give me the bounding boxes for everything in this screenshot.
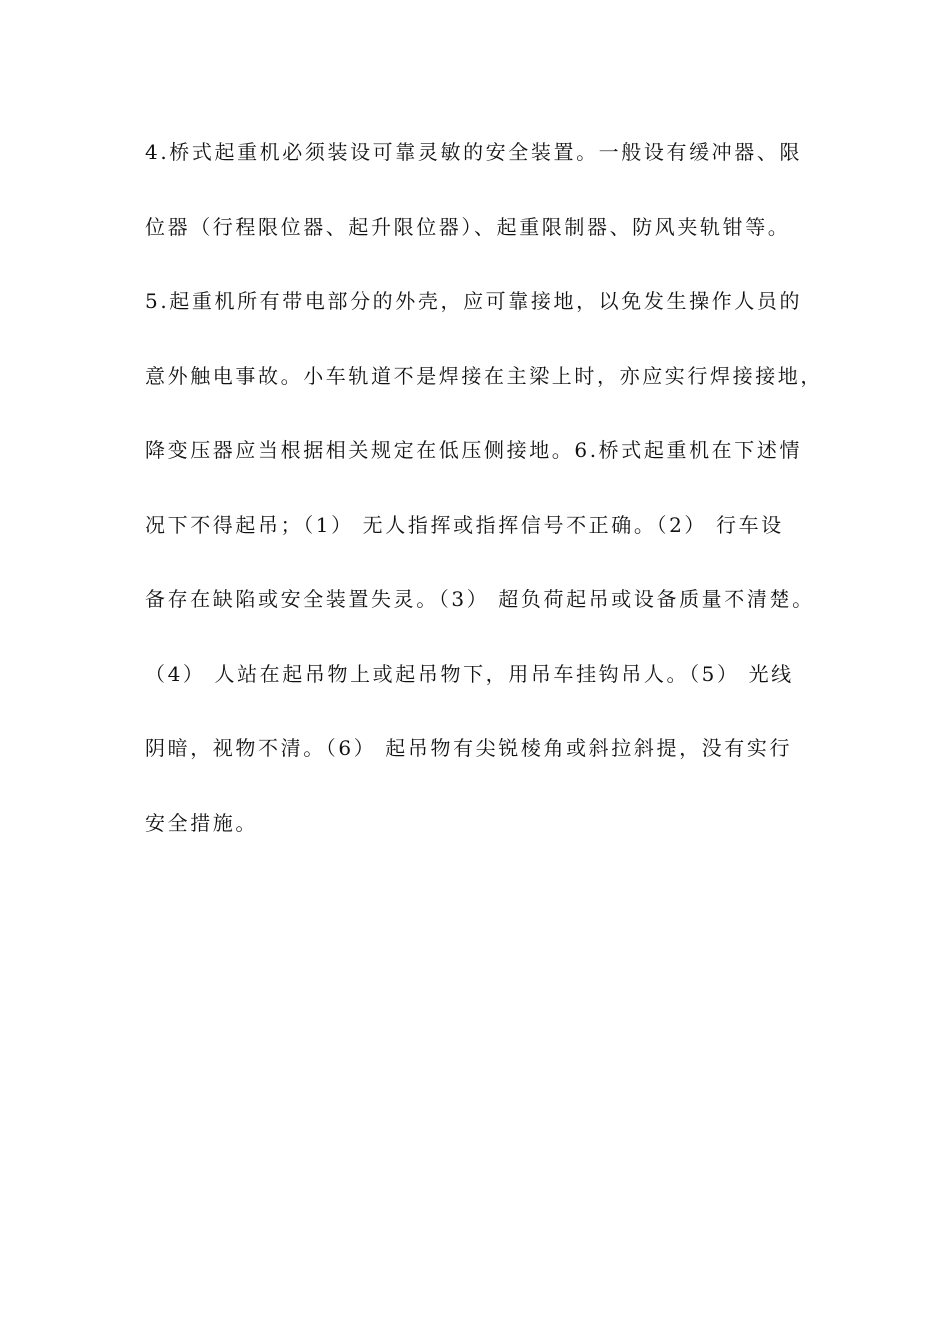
body-text	[145, 132, 845, 877]
text-line: （4） 人站在起吊物上或起吊物下，用吊车挂钩吊人。（5） 光线	[145, 661, 794, 686]
text-line: 4.桥式起重机必须装设可靠灵敏的安全装置。一般设有缓冲器、限	[145, 140, 803, 164]
text-line: 安全措施。	[145, 810, 258, 835]
text-line: 位器（行程限位器、起升限位器）、起重限制器、防风夹轨钳等。	[145, 214, 791, 239]
text-line: 备存在缺陷或安全装置失灵。（3） 超负荷起吊或设备质量不清楚。	[145, 587, 815, 611]
text-line: 阴暗，视物不清。（6） 起吊物有尖锐棱角或斜拉斜提，没有实行	[145, 736, 793, 760]
text-line: 5.起重机所有带电部分的外壳，应可靠接地，以免发生操作人员的	[145, 289, 803, 313]
text-line: 况下不得起吊；（1） 无人指挥或指挥信号不正确。（2） 行车设	[145, 512, 784, 537]
text-line: 降变压器应当根据相关规定在低压侧接地。6.桥式起重机在下述情	[145, 438, 803, 462]
text-line: 意外触电事故。小车轨道不是焊接在主梁上时，亦应实行焊接接地，	[145, 363, 823, 388]
